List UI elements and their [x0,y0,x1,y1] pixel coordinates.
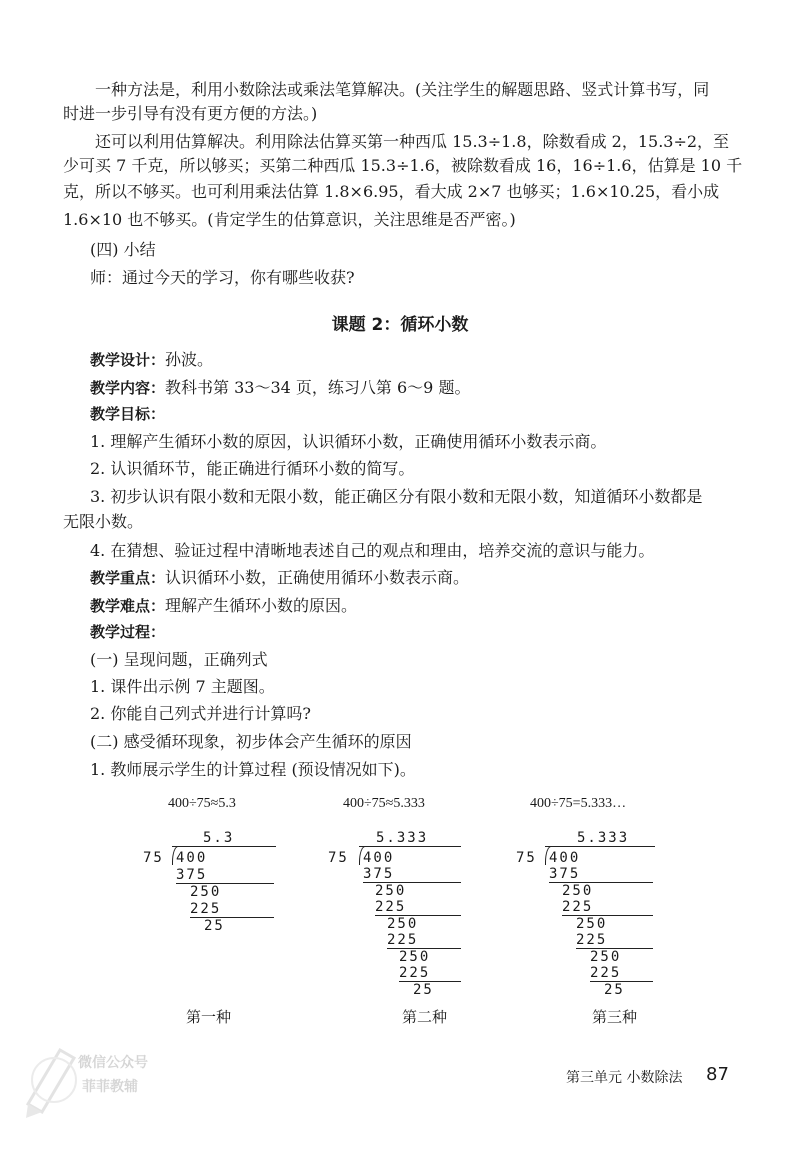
process-step-2-1: 1. 教师展示学生的计算过程 (预设情况如下)。 [90,760,416,779]
division-3-row: 400 [549,850,581,866]
watermark [20,1040,200,1130]
process-step-1: (一) 呈现问题，正确列式 [90,650,268,669]
process-label: 教学过程： [90,623,166,641]
paragraph-2-line-1: 还可以利用估算解决。利用除法估算买第一种西瓜 15.3÷1.8，除数看成 2，15.3÷2，至 [95,132,730,151]
process-step-2: (二) 感受循环现象，初步体会产生循环的原因 [90,732,412,751]
content-value: 教科书第 33～34 页，练习八第 6～9 题。 [165,378,471,397]
goal-3-line-1: 3. 初步认识有限小数和无限小数，能正确区分有限小数和无限小数，知道循环小数都是 [90,487,703,506]
goals-heading [90,404,165,424]
division-2-equation: 400÷75≈5.333 [343,796,425,811]
division-2-row: 225 [399,965,431,981]
watermark-line-2: 菲菲教辅 [82,1079,138,1095]
design-label: 教学设计： [90,351,166,369]
division-2-row: 375 [363,866,395,882]
division-1-caption: 第一种 [186,1008,232,1026]
paragraph-1-line-1: 一种方法是，利用小数除法或乘法笔算解决。(关注学生的解题思路、竖式计算书写，同 [95,80,710,99]
lesson-title: 课题 2：循环小数 [331,315,469,335]
division-3-quotient: 5.333 [577,830,630,846]
division-1-row: 25 [204,918,225,934]
design-value: 孙波。 [165,350,214,369]
design-line [90,350,213,370]
division-2-caption: 第二种 [402,1008,448,1026]
division-2-quotient: 5.333 [376,830,429,846]
division-2-row: 250 [399,949,431,965]
division-3-row: 250 [562,883,594,899]
division-2-row: 25 [413,982,434,998]
division-3-caption: 第三种 [592,1008,638,1026]
division-1-equation: 400÷75≈5.3 [168,796,236,811]
page-number: 87 [706,1064,729,1085]
summary-question: 师：通过今天的学习，你有哪些收获? [90,268,355,287]
focus-line [90,568,469,588]
division-2-row: 400 [363,850,395,866]
content-line [90,378,470,398]
division-3-row: 25 [604,982,625,998]
division-2-row: 225 [387,932,419,948]
division-2-row: 225 [375,899,407,915]
division-3-row: 250 [590,949,622,965]
difficulty-label: 教学难点： [90,597,166,615]
process-step-1-2: 2. 你能自己列式并进行计算吗? [90,704,311,723]
division-2-row: 250 [387,916,419,932]
focus-label: 教学重点： [90,569,166,587]
goal-4: 4. 在猜想、验证过程中清晰地表述自己的观点和理由，培养交流的意识与能力。 [90,541,655,560]
division-1-row: 250 [190,884,222,900]
division-3-divisor: 75 [516,850,537,866]
difficulty-value: 理解产生循环小数的原因。 [165,596,358,615]
division-3-row: 225 [562,899,594,915]
footer-unit: 第三单元 小数除法 [566,1070,683,1086]
difficulty-line [90,596,357,616]
division-3-row: 225 [590,965,622,981]
summary-heading: (四) 小结 [90,240,156,259]
goals-label: 教学目标： [90,405,166,423]
division-3-equation: 400÷75=5.333… [530,796,627,811]
paragraph-2-line-2: 少可买 7 千克，所以够买；买第二种西瓜 15.3÷1.6，被除数看成 16，16÷1.6，估算是 10 千 [63,156,743,175]
division-1-row: 225 [190,901,222,917]
process-heading [90,622,165,642]
paragraph-2-line-4: 1.6×10 也不够买。(肯定学生的估算意识，关注思维是否严密。) [63,210,516,229]
process-step-1-1: 1. 课件出示例 7 主题图。 [90,677,275,696]
division-2-row: 250 [375,883,407,899]
division-1-quotient: 5.3 [203,830,235,846]
division-1-row: 400 [176,850,208,866]
division-2-divisor: 75 [328,850,349,866]
goal-1: 1. 理解产生循环小数的原因，认识循环小数，正确使用循环小数表示商。 [90,432,607,451]
paragraph-2-line-3: 克，所以不够买。也可利用乘法估算 1.8×6.95，看大成 2×7 也够买；1.6×10.25，看小成 [63,182,720,201]
division-3-row: 250 [576,916,608,932]
division-1-row: 375 [176,867,208,883]
division-3-row: 225 [576,932,608,948]
watermark-line-1: 微信公众号 [78,1055,148,1071]
goal-3-line-2: 无限小数。 [63,512,144,531]
division-3-row: 375 [549,866,581,882]
focus-value: 认识循环小数，正确使用循环小数表示商。 [165,568,470,587]
goal-2: 2. 认识循环节，能正确进行循环小数的简写。 [90,459,415,478]
content-label: 教学内容： [90,379,166,397]
paragraph-1-line-2: 时进一步引导有没有更方便的方法。) [63,104,318,123]
division-1-divisor: 75 [143,850,164,866]
